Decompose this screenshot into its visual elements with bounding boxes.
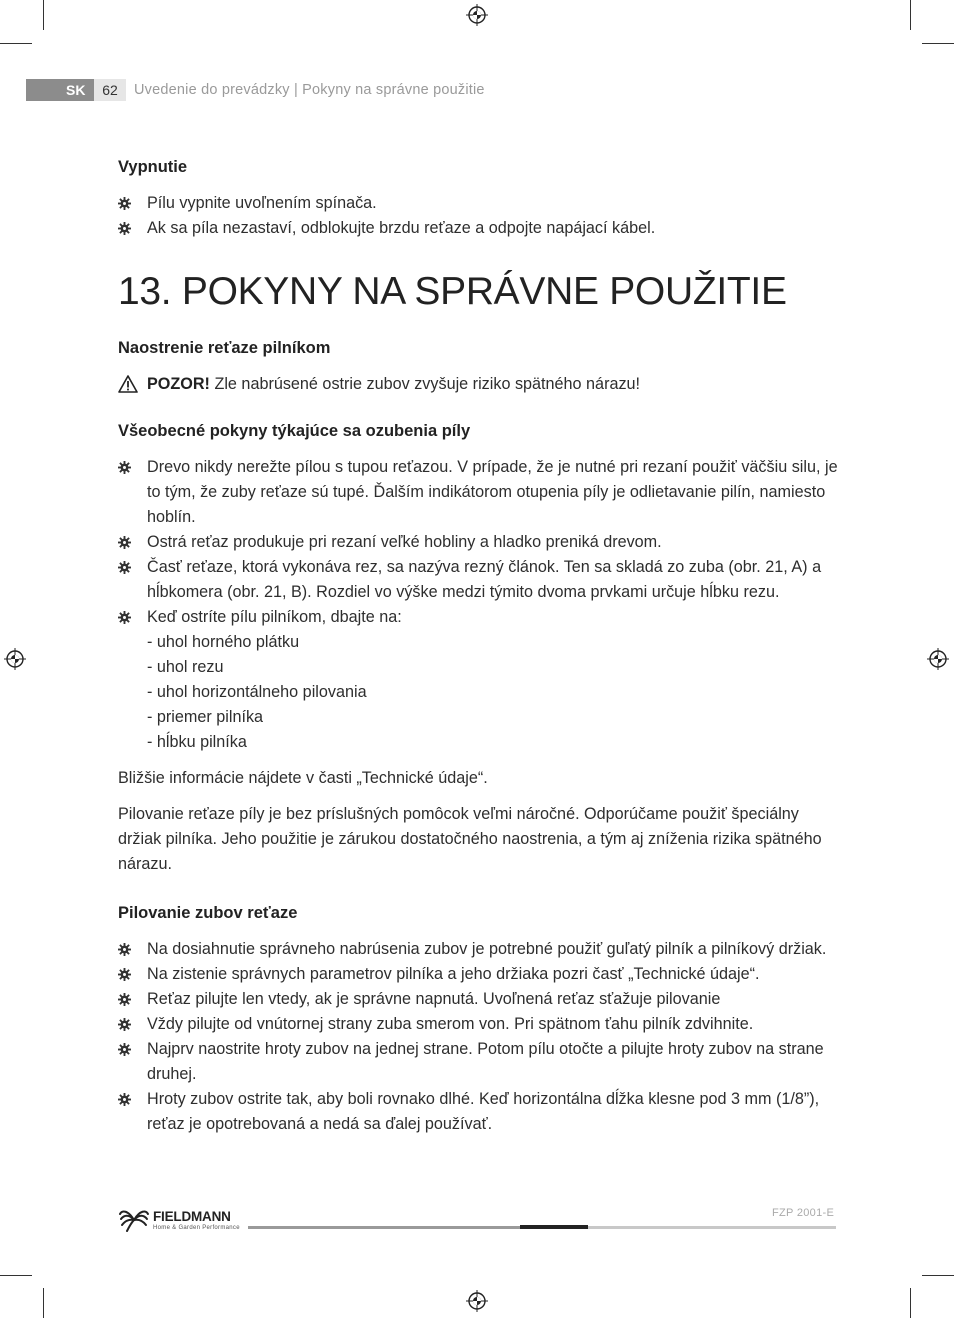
warning-label: POZOR! — [147, 375, 210, 393]
crop-mark — [910, 0, 911, 30]
warning-triangle-icon — [118, 375, 138, 393]
bullet-list-filing — [118, 937, 838, 1137]
warning-note — [118, 372, 838, 397]
page-content — [118, 155, 838, 1137]
brand-name: FIELDMANN — [153, 1209, 231, 1224]
sub-item: - uhol horného plátku — [147, 633, 300, 651]
gear-bullet-icon — [118, 1093, 131, 1106]
list-item: Najprv naostrite hroty zubov na jednej strane. Potom pílu otočte a pilujte hroty zubov na strane druhej. — [118, 1037, 838, 1087]
list-item: Časť reťaze, ktorá vykonáva rez, sa nazýva rezný článok. Ten sa skladá zo zuba (obr. 21, A) a hĺbkomera (obr. 21, B). Rozdiel vo výške medzi týmito dvoma prvkami určuje hĺbku rezu. — [118, 555, 838, 605]
sub-item: - uhol rezu — [147, 658, 224, 676]
crop-mark — [43, 1288, 44, 1318]
gear-bullet-icon — [118, 197, 131, 210]
list-item: Drevo nikdy nerežte pílou s tupou reťazou. V prípade, že je nutné pri rezaní použiť väčšiu silu, je to tým, že zuby reťaze sú tupé. Ďalším indikátorom otupenia píly je odlietavanie pilín, namiesto hoblín. — [118, 455, 838, 530]
list-item: Vždy pilujte od vnútornej strany zuba smerom von. Pri spätnom ťahu pilník zdvihnite. — [118, 1012, 838, 1037]
paragraph: Pilovanie reťaze píly je bez príslušných pomôcok veľmi náročné. Odporúčame použiť špeciálny držiak pilníka. Jeho použitie je zárukou dostatočného naostrenia, a tým aj zníženia rizika spätného nárazu. — [118, 805, 822, 873]
sub-item: - hĺbku pilníka — [147, 733, 247, 751]
section-heading-general: Všeobecné pokyny týkajúce sa ozubenia píly — [118, 422, 471, 440]
sub-item: - uhol horizontálneho pilovania — [147, 683, 367, 701]
bullet-list-general — [118, 455, 838, 755]
list-item: Ostrá reťaz produkuje pri rezaní veľké hobliny a hladko preniká drevom. — [118, 530, 838, 555]
section-heading-sharpen: Naostrenie reťaze pilníkom — [118, 339, 331, 357]
registration-mark-icon — [466, 4, 488, 26]
list-item: Ak sa píla nezastaví, odblokujte brzdu reťaze a odpojte napájací kábel. — [118, 216, 838, 241]
registration-mark-icon — [927, 648, 949, 670]
footer-rule-segment — [248, 1226, 520, 1229]
crop-mark — [0, 1275, 32, 1276]
bullet-list-off — [118, 191, 838, 241]
gear-bullet-icon — [118, 536, 131, 549]
section-heading-off: Vypnutie — [118, 158, 188, 176]
gear-bullet-icon — [118, 993, 131, 1006]
crop-mark — [922, 43, 954, 44]
list-item: Pílu vypnite uvoľnením spínača. — [118, 191, 838, 216]
gear-bullet-icon — [118, 561, 131, 574]
list-item: Na zistenie správnych parametrov pilníka a jeho držiaka pozri časť „Technické údaje“. — [118, 962, 838, 987]
list-item: Reťaz pilujte len vtedy, ak je správne napnutá. Uvoľnená reťaz sťažuje pilovanie — [118, 987, 838, 1012]
list-item: Hroty zubov ostrite tak, aby boli rovnako dlhé. Keď horizontálna dĺžka klesne pod 3 mm (1/8”), reťaz je opotrebovaná a nedá sa ďalej používať. — [118, 1087, 838, 1137]
breadcrumb: Uvedenie do prevádzky | Pokyny na správne použitie — [134, 82, 485, 98]
section-heading-filing: Pilovanie zubov reťaze — [118, 904, 298, 922]
sub-item: - priemer pilníka — [147, 708, 264, 726]
crop-mark — [910, 1288, 911, 1318]
warning-text: Zle nabrúsené ostrie zubov zvyšuje riziko spätného nárazu! — [209, 375, 641, 393]
header-lang-code: SK — [66, 82, 86, 98]
gear-bullet-icon — [118, 222, 131, 235]
gear-bullet-icon — [118, 1018, 131, 1031]
gear-bullet-icon — [118, 1043, 131, 1056]
model-number: FZP 2001-E — [772, 1207, 835, 1219]
crop-mark — [0, 43, 32, 44]
paragraph: Bližšie informácie nájdete v časti „Technické údaje“. — [118, 769, 488, 787]
list-item: Keď ostríte pílu pilníkom, dbajte na: - uhol horného plátku - uhol rezu - uhol horizontálneho pilovania - priemer pilníka - hĺbku pilníka — [118, 605, 838, 755]
crop-mark — [43, 0, 44, 30]
gear-bullet-icon — [118, 611, 131, 624]
fieldmann-wing-icon — [118, 1206, 150, 1234]
registration-mark-icon — [466, 1290, 488, 1312]
gear-bullet-icon — [118, 968, 131, 981]
chapter-title: 13. POKYNY NA SPRÁVNE POUŽITIE — [118, 270, 787, 313]
page-number: 62 — [94, 79, 126, 101]
gear-bullet-icon — [118, 461, 131, 474]
footer-rule-accent — [520, 1225, 588, 1229]
list-item: Na dosiahnutie správneho nabrúsenia zubov je potrebné použiť guľatý pilník a pilníkový držiak. — [118, 937, 838, 962]
gear-bullet-icon — [118, 943, 131, 956]
crop-mark — [922, 1275, 954, 1276]
registration-mark-icon — [4, 648, 26, 670]
brand-tagline: Home & Garden Performance — [153, 1225, 240, 1231]
